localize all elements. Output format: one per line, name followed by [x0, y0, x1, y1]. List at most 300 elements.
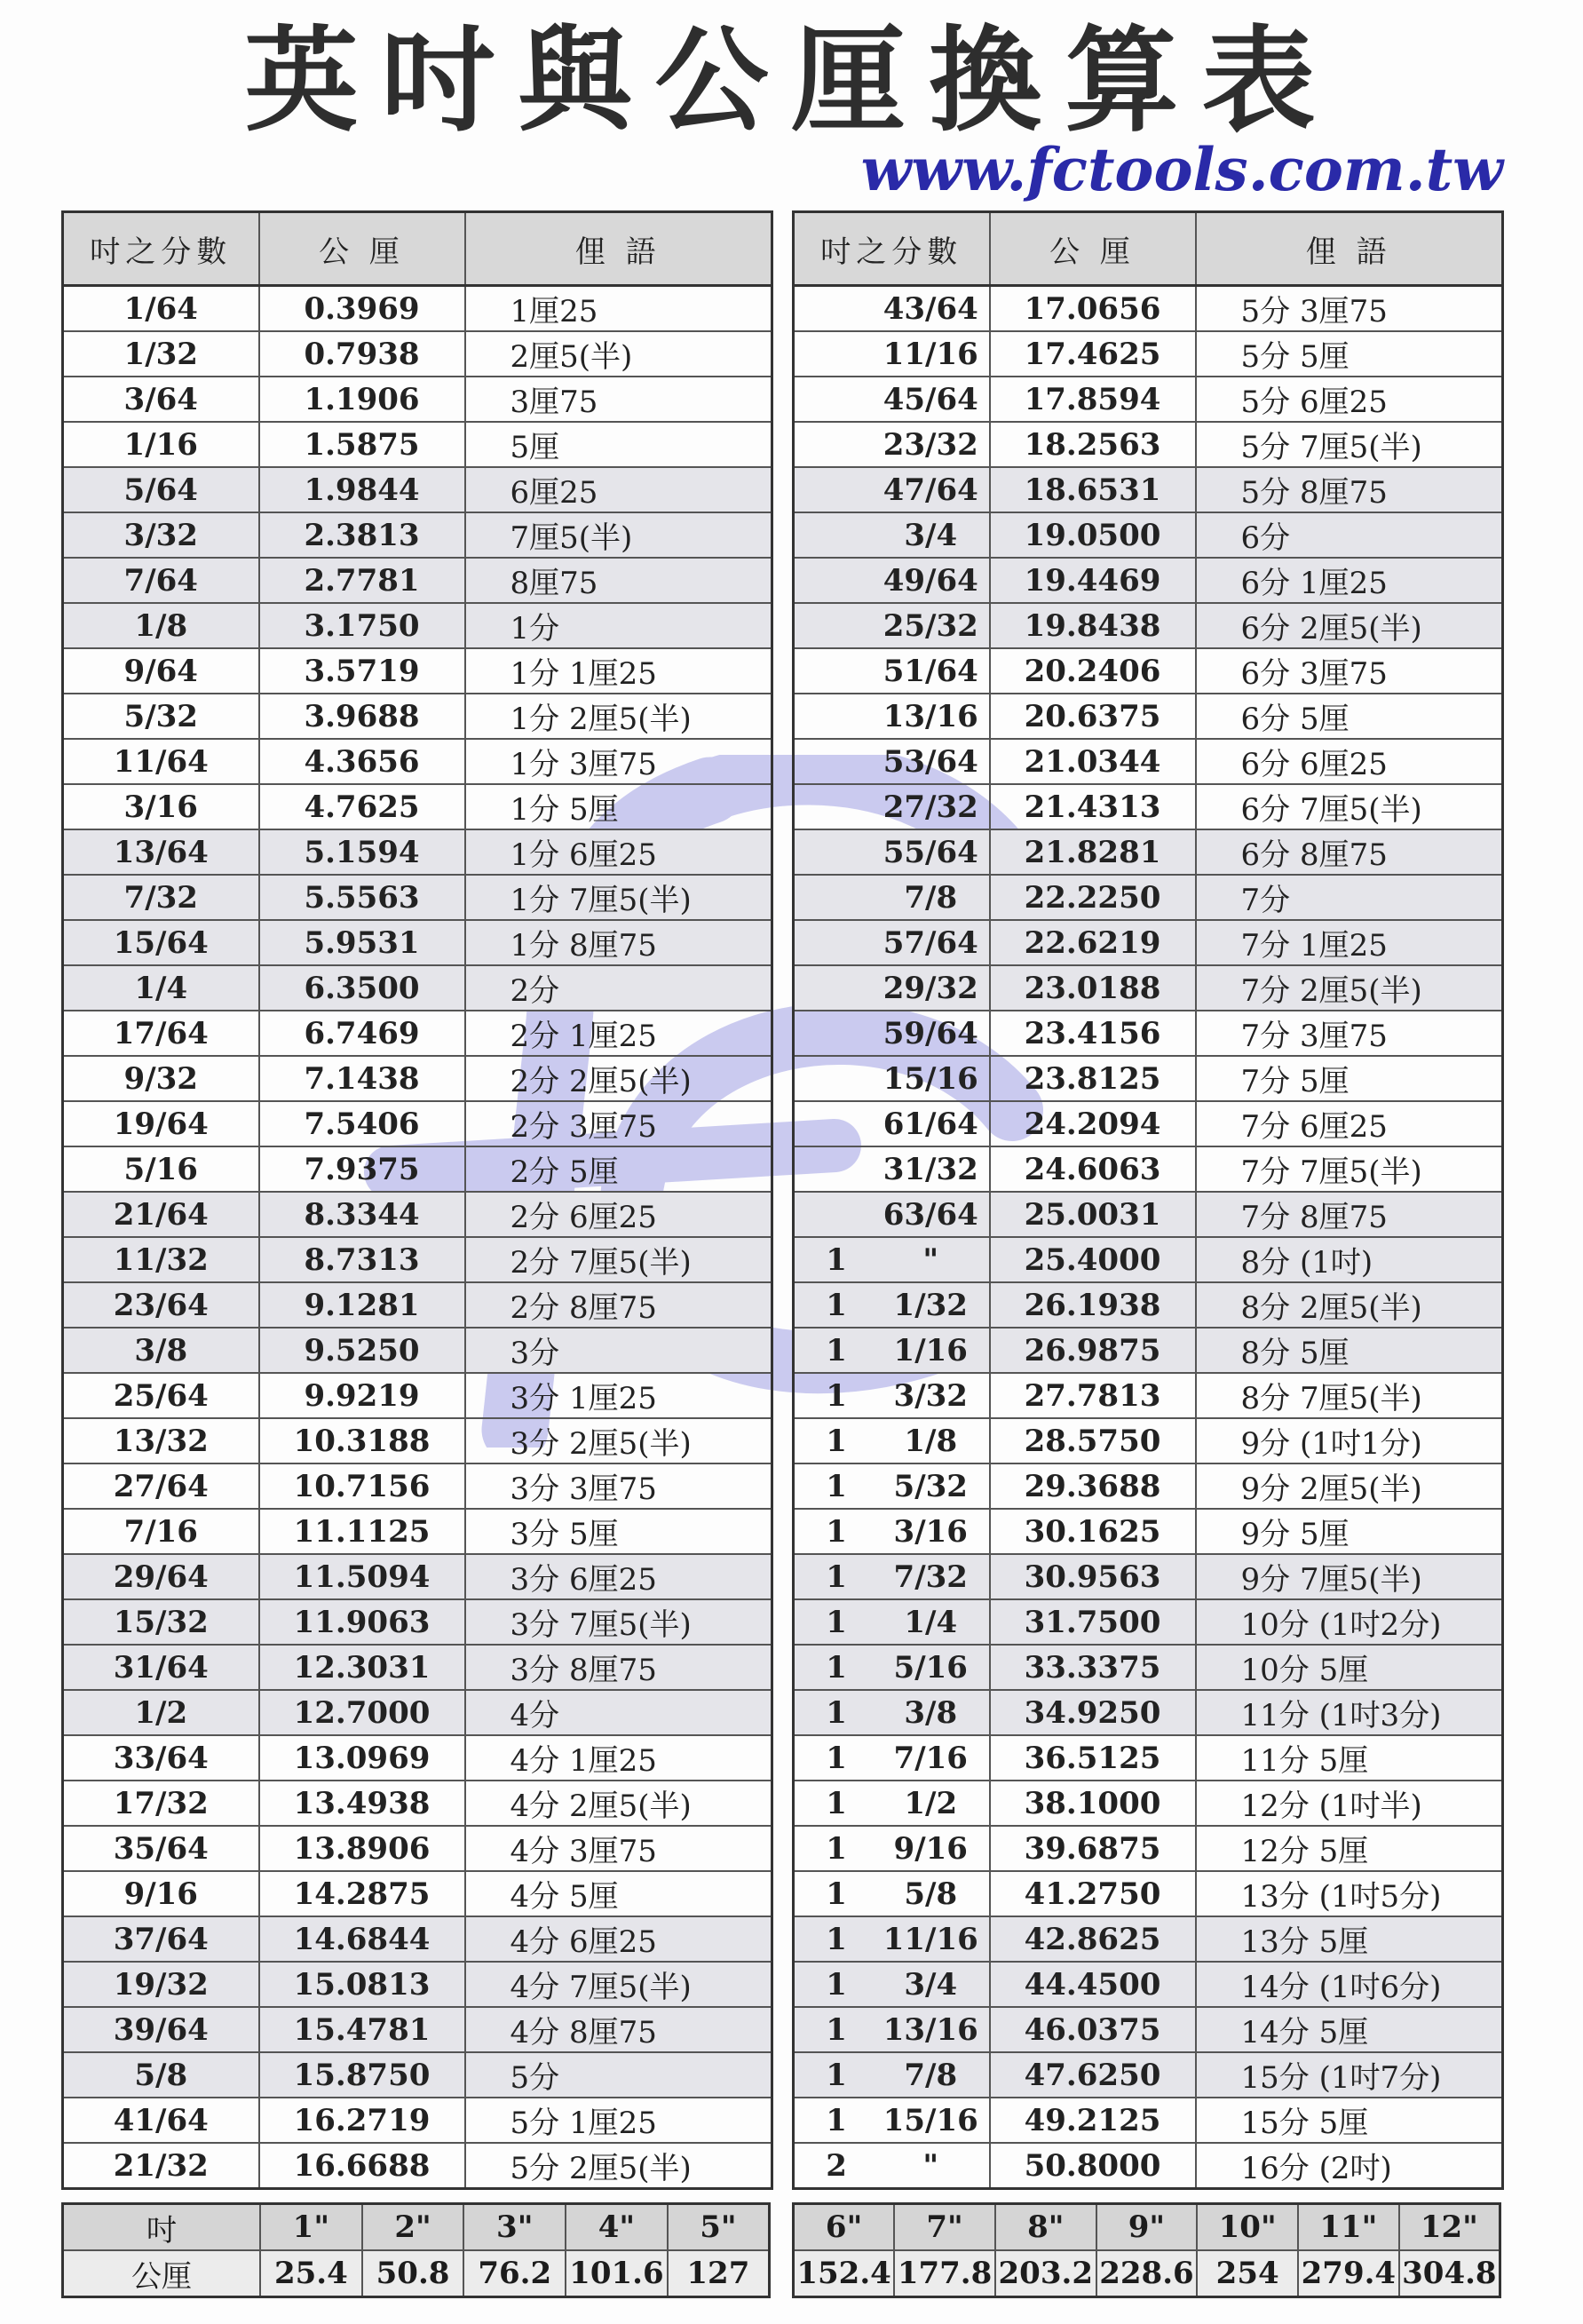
term-cell: 13分 5厘 [1196, 1916, 1503, 1962]
inch-cell: 12" [1399, 2204, 1500, 2251]
fraction-cell [794, 1916, 990, 1962]
inch-cell: 3" [463, 2204, 566, 2251]
table-row [63, 1237, 772, 1282]
fraction-cell: 9/16 [63, 1871, 259, 1916]
mm-cell: 15.0813 [259, 1962, 465, 2007]
fraction-cell: 13/32 [63, 1418, 259, 1463]
table-row [794, 1735, 1503, 1781]
fraction-cell: 39/64 [63, 2007, 259, 2052]
term-cell: 4分 [465, 1690, 772, 1735]
term-cell: 5分 5厘 [1196, 331, 1503, 377]
table-row [794, 467, 1503, 512]
fraction-cell: 5/16 [63, 1146, 259, 1192]
fraction-cell: 31/64 [63, 1645, 259, 1690]
inch-mm-cell: 304.8 [1399, 2250, 1500, 2297]
term-cell: 4分 5厘 [465, 1871, 772, 1916]
fraction-cell [794, 965, 990, 1011]
fraction-cell [794, 1735, 990, 1781]
term-cell: 1分 6厘25 [465, 829, 772, 875]
term-cell: 5分 3厘75 [1196, 286, 1503, 332]
inch-mm-table-left [61, 2202, 771, 2298]
mm-cell: 1.9844 [259, 467, 465, 512]
term-cell: 7分 8厘75 [1196, 1192, 1503, 1237]
term-cell: 4分 7厘5(半) [465, 1962, 772, 2007]
fraction-cell: 9/32 [63, 1056, 259, 1101]
inch-cell: 6" [794, 2204, 895, 2251]
fraction-cell [794, 1826, 990, 1871]
table-row [794, 1056, 1503, 1101]
mm-cell: 16.2719 [259, 2098, 465, 2143]
mm-cell: 7.1438 [259, 1056, 465, 1101]
term-cell: 2分 5厘 [465, 1146, 772, 1192]
inch-cell: 4" [566, 2204, 668, 2251]
fraction-cell: 41/64 [63, 2098, 259, 2143]
term-cell: 12分 (1吋半) [1196, 1781, 1503, 1826]
table-row [63, 422, 772, 467]
fraction-part: 29/32 [883, 970, 978, 1006]
mm-cell: 21.4313 [990, 784, 1196, 829]
inch-cell: 8" [995, 2204, 1096, 2251]
inch-mm-cell: 279.4 [1298, 2250, 1399, 2297]
table-row [63, 1645, 772, 1690]
term-cell: 2分 3厘75 [465, 1101, 772, 1146]
table-row [794, 1011, 1503, 1056]
mm-cell: 10.7156 [259, 1463, 465, 1509]
term-cell: 4分 3厘75 [465, 1826, 772, 1871]
term-cell: 7分 5厘 [1196, 1056, 1503, 1101]
mm-cell: 49.2125 [990, 2098, 1196, 2143]
mm-cell: 8.3344 [259, 1192, 465, 1237]
table-row [794, 1509, 1503, 1554]
fraction-cell: 35/64 [63, 1826, 259, 1871]
fraction-cell: 7/32 [63, 875, 259, 920]
mm-cell: 33.3375 [990, 1645, 1196, 1690]
whole-inch: 1 [826, 2057, 847, 2093]
term-cell: 1厘25 [465, 286, 772, 332]
fraction-part: 13/16 [883, 2011, 978, 2048]
mm-cell: 0.7938 [259, 331, 465, 377]
table-row [794, 512, 1503, 558]
fraction-cell [794, 920, 990, 965]
mm-cell: 34.9250 [990, 1690, 1196, 1735]
page-title: 英吋與公厘換算表 [244, 15, 1339, 147]
mm-cell: 11.1125 [259, 1509, 465, 1554]
fraction-cell: 37/64 [63, 1916, 259, 1962]
mm-cell: 7.9375 [259, 1146, 465, 1192]
table-row [63, 558, 772, 603]
mm-cell: 15.4781 [259, 2007, 465, 2052]
term-cell: 8厘75 [465, 558, 772, 603]
table-row [63, 1781, 772, 1826]
mm-cell: 19.0500 [990, 512, 1196, 558]
term-cell: 6厘25 [465, 467, 772, 512]
table-row [63, 512, 772, 558]
mm-cell: 26.1938 [990, 1282, 1196, 1328]
table-row [63, 286, 772, 332]
mm-cell: 12.3031 [259, 1645, 465, 1690]
term-cell: 1分 [465, 603, 772, 648]
table-row [794, 1237, 1503, 1282]
table-header-row [63, 212, 772, 286]
fraction-part: 47/64 [883, 472, 978, 508]
mm-cell: 14.6844 [259, 1916, 465, 1962]
mm-cell: 28.5750 [990, 1418, 1196, 1463]
inch-cell: 2" [362, 2204, 464, 2251]
inch-cell: 5" [668, 2204, 770, 2251]
term-cell: 2分 2厘5(半) [465, 1056, 772, 1101]
term-cell: 10分 5厘 [1196, 1645, 1503, 1690]
whole-inch: 1 [826, 1423, 847, 1459]
term-cell: 9分 2厘5(半) [1196, 1463, 1503, 1509]
fraction-cell [794, 739, 990, 784]
term-cell: 7分 6厘25 [1196, 1101, 1503, 1146]
fraction-cell: 17/64 [63, 1011, 259, 1056]
term-cell: 5分 6厘25 [1196, 377, 1503, 422]
inch-mm-table-right [792, 2202, 1501, 2298]
mm-cell: 13.4938 [259, 1781, 465, 1826]
fraction-cell [794, 1328, 990, 1373]
mm-cell: 12.7000 [259, 1690, 465, 1735]
mm-cell: 2.3813 [259, 512, 465, 558]
inch-mm-cell: 76.2 [463, 2250, 566, 2297]
fraction-part: 63/64 [883, 1196, 978, 1233]
fraction-cell: 21/64 [63, 1192, 259, 1237]
term-cell: 2分 1厘25 [465, 1011, 772, 1056]
table-row [794, 1554, 1503, 1599]
fraction-part: 1/8 [904, 1423, 958, 1459]
whole-inch: 1 [826, 1694, 847, 1731]
mm-cell: 14.2875 [259, 1871, 465, 1916]
term-cell: 7分 2厘5(半) [1196, 965, 1503, 1011]
term-cell: 3分 6厘25 [465, 1554, 772, 1599]
table-row [794, 1373, 1503, 1418]
term-cell: 5厘 [465, 422, 772, 467]
fraction-part: 53/64 [883, 743, 978, 780]
fraction-cell [794, 1554, 990, 1599]
table-row [794, 1328, 1503, 1373]
fraction-cell: 17/32 [63, 1781, 259, 1826]
fraction-cell: 3/32 [63, 512, 259, 558]
table-row [63, 1146, 772, 1192]
whole-inch: 1 [826, 1649, 847, 1685]
term-cell: 2分 [465, 965, 772, 1011]
whole-inch: 1 [826, 1241, 847, 1278]
fraction-cell: 1/4 [63, 965, 259, 1011]
fraction-part: 1/32 [893, 1287, 968, 1323]
term-cell: 8分 (1吋) [1196, 1237, 1503, 1282]
fraction-cell: 1/2 [63, 1690, 259, 1735]
inch-cell: 10" [1197, 2204, 1298, 2251]
mm-cell: 6.7469 [259, 1011, 465, 1056]
term-cell: 3分 3厘75 [465, 1463, 772, 1509]
fraction-part: 5/8 [904, 1876, 958, 1912]
mm-cell: 29.3688 [990, 1463, 1196, 1509]
fraction-cell [794, 648, 990, 694]
table-row [794, 1690, 1503, 1735]
mm-cell: 30.1625 [990, 1509, 1196, 1554]
term-cell: 3厘75 [465, 377, 772, 422]
mm-cell: 23.0188 [990, 965, 1196, 1011]
inch-cell: 9" [1096, 2204, 1198, 2251]
mm-cell: 2.7781 [259, 558, 465, 603]
table-row [794, 1463, 1503, 1509]
table-row [63, 965, 772, 1011]
mm-cell: 17.4625 [990, 331, 1196, 377]
table-row [63, 648, 772, 694]
term-cell: 7分 [1196, 875, 1503, 920]
whole-inch: 1 [826, 1876, 847, 1912]
fraction-part: 25/32 [883, 607, 978, 644]
fraction-cell: 1/8 [63, 603, 259, 648]
mm-cell: 41.2750 [990, 1871, 1196, 1916]
mm-cell: 23.8125 [990, 1056, 1196, 1101]
whole-inch: 1 [826, 1604, 847, 1640]
table-row [63, 694, 772, 739]
fraction-cell [794, 1011, 990, 1056]
term-cell: 4分 2厘5(半) [465, 1781, 772, 1826]
term-cell: 4分 6厘25 [465, 1916, 772, 1962]
fraction-cell: 19/32 [63, 1962, 259, 2007]
term-cell: 3分 8厘75 [465, 1645, 772, 1690]
table-row [63, 2007, 772, 2052]
fraction-part: 9/16 [893, 1830, 968, 1867]
fraction-part: 1/16 [893, 1332, 968, 1368]
table-row [794, 1826, 1503, 1871]
fraction-part: 5/16 [893, 1649, 968, 1685]
mm-cell: 36.5125 [990, 1735, 1196, 1781]
table-row [794, 377, 1503, 422]
fraction-part: 43/64 [883, 290, 978, 327]
term-cell: 11分 (1吋3分) [1196, 1690, 1503, 1735]
fraction-cell [794, 1101, 990, 1146]
mm-cell: 5.1594 [259, 829, 465, 875]
table-row [794, 1645, 1503, 1690]
mm-cell: 22.6219 [990, 920, 1196, 965]
term-cell: 7分 7厘5(半) [1196, 1146, 1503, 1192]
inch-cell: 11" [1298, 2204, 1399, 2251]
table-row [794, 2007, 1503, 2052]
fraction-part: 11/16 [883, 336, 978, 372]
fraction-cell: 1/32 [63, 331, 259, 377]
fraction-cell: 33/64 [63, 1735, 259, 1781]
fraction-cell: 1/16 [63, 422, 259, 467]
mm-cell: 1.1906 [259, 377, 465, 422]
table-row [63, 467, 772, 512]
table-row [63, 1599, 772, 1645]
term-cell: 3分 1厘25 [465, 1373, 772, 1418]
mm-cell: 23.4156 [990, 1011, 1196, 1056]
inch-row [63, 2204, 770, 2251]
table-row [794, 1599, 1503, 1645]
fraction-part: 11/16 [883, 1921, 978, 1957]
term-cell: 3分 7厘5(半) [465, 1599, 772, 1645]
inch-mm-cell: 25.4 [260, 2250, 362, 2297]
header-mm: 公 厘 [990, 212, 1196, 286]
term-cell: 8分 5厘 [1196, 1328, 1503, 1373]
inch-row [794, 2204, 1500, 2251]
mm-cell: 44.4500 [990, 1962, 1196, 2007]
term-cell: 9分 5厘 [1196, 1509, 1503, 1554]
fraction-part: 3/16 [893, 1513, 968, 1550]
fraction-cell: 5/32 [63, 694, 259, 739]
mm-cell: 22.2250 [990, 875, 1196, 920]
inch-label: 吋 [63, 2204, 261, 2251]
mm-cell: 4.7625 [259, 784, 465, 829]
table-row [794, 286, 1503, 332]
header-term: 俚 語 [465, 212, 772, 286]
fraction-cell [794, 875, 990, 920]
term-cell: 9分 7厘5(半) [1196, 1554, 1503, 1599]
inch-mm-cell: 50.8 [362, 2250, 464, 2297]
term-cell: 13分 (1吋5分) [1196, 1871, 1503, 1916]
table-row [794, 1418, 1503, 1463]
inch-mm-cell: 203.2 [995, 2250, 1096, 2297]
table-row [63, 331, 772, 377]
table-row [794, 558, 1503, 603]
whole-inch: 1 [826, 1740, 847, 1776]
fraction-cell [794, 2098, 990, 2143]
table-row [63, 1192, 772, 1237]
table-row [794, 829, 1503, 875]
term-cell: 12分 5厘 [1196, 1826, 1503, 1871]
whole-inch: 1 [826, 1559, 847, 1595]
mm-cell: 19.8438 [990, 603, 1196, 648]
term-cell: 2分 7厘5(半) [465, 1237, 772, 1282]
fraction-cell: 1/64 [63, 286, 259, 332]
term-cell: 2分 6厘25 [465, 1192, 772, 1237]
fraction-cell: 13/64 [63, 829, 259, 875]
term-cell: 8分 2厘5(半) [1196, 1282, 1503, 1328]
term-cell: 5分 [465, 2052, 772, 2098]
table-row [794, 603, 1503, 648]
fraction-cell [794, 1282, 990, 1328]
fraction-part: 5/32 [893, 1468, 968, 1504]
term-cell: 15分 5厘 [1196, 2098, 1503, 2143]
fraction-part: 23/32 [883, 426, 978, 463]
term-cell: 6分 1厘25 [1196, 558, 1503, 603]
table-row [794, 1916, 1503, 1962]
term-cell: 4分 1厘25 [465, 1735, 772, 1781]
term-cell: 3分 2厘5(半) [465, 1418, 772, 1463]
mm-cell: 38.1000 [990, 1781, 1196, 1826]
fraction-part: 1/4 [904, 1604, 958, 1640]
fraction-part: 3/4 [904, 517, 958, 553]
fraction-cell: 29/64 [63, 1554, 259, 1599]
whole-inch: 1 [826, 1468, 847, 1504]
fraction-cell: 7/16 [63, 1509, 259, 1554]
whole-inch: 1 [826, 1287, 847, 1323]
fraction-cell: 27/64 [63, 1463, 259, 1509]
mm-cell: 21.0344 [990, 739, 1196, 784]
website-url[interactable]: www.fctools.com.tw [860, 135, 1503, 204]
mm-cell: 3.1750 [259, 603, 465, 648]
fraction-part: 13/16 [883, 698, 978, 734]
term-cell: 5分 1厘25 [465, 2098, 772, 2143]
fraction-cell [794, 1373, 990, 1418]
table-row [63, 1101, 772, 1146]
table-row [794, 2143, 1503, 2189]
term-cell: 1分 7厘5(半) [465, 875, 772, 920]
whole-inch: 1 [826, 2102, 847, 2138]
term-cell: 4分 8厘75 [465, 2007, 772, 2052]
term-cell: 1分 1厘25 [465, 648, 772, 694]
term-cell: 6分 2厘5(半) [1196, 603, 1503, 648]
whole-inch: 1 [826, 1332, 847, 1368]
fraction-cell [794, 1418, 990, 1463]
fraction-cell [794, 331, 990, 377]
fraction-cell [794, 1237, 990, 1282]
fraction-cell [794, 2052, 990, 2098]
fraction-cell [794, 1463, 990, 1509]
table-row [63, 1373, 772, 1418]
mm-cell: 39.6875 [990, 1826, 1196, 1871]
table-row [63, 1509, 772, 1554]
fraction-part: 1/2 [904, 1785, 958, 1821]
table-row [63, 1418, 772, 1463]
fraction-cell: 11/32 [63, 1237, 259, 1282]
conversion-table-right [792, 210, 1504, 2190]
fraction-part: 31/32 [883, 1151, 978, 1187]
table-row [63, 784, 772, 829]
whole-inch: 1 [826, 1377, 847, 1414]
mm-label: 公厘 [63, 2250, 261, 2297]
inch-mm-cell: 152.4 [794, 2250, 895, 2297]
fraction-cell [794, 377, 990, 422]
table-row [63, 2143, 772, 2189]
mm-cell: 11.5094 [259, 1554, 465, 1599]
table-row [794, 1282, 1503, 1328]
fraction-part: 27/32 [883, 789, 978, 825]
table-row [794, 694, 1503, 739]
term-cell: 16分 (2吋) [1196, 2143, 1503, 2189]
mm-cell: 24.6063 [990, 1146, 1196, 1192]
table-row [63, 2052, 772, 2098]
fraction-cell [794, 694, 990, 739]
fraction-part: 57/64 [883, 924, 978, 961]
fraction-cell: 3/64 [63, 377, 259, 422]
fraction-cell [794, 512, 990, 558]
term-cell: 1分 5厘 [465, 784, 772, 829]
mm-cell: 47.6250 [990, 2052, 1196, 2098]
table-row [63, 2098, 772, 2143]
fraction-cell [794, 1192, 990, 1237]
term-cell: 7厘5(半) [465, 512, 772, 558]
fraction-cell [794, 1056, 990, 1101]
mm-cell: 24.2094 [990, 1101, 1196, 1146]
table-row [63, 1916, 772, 1962]
mm-cell: 8.7313 [259, 1237, 465, 1282]
mm-cell: 1.5875 [259, 422, 465, 467]
fraction-cell: 5/8 [63, 2052, 259, 2098]
whole-inch: 1 [826, 1513, 847, 1550]
mm-cell: 13.0969 [259, 1735, 465, 1781]
inch-cell: 7" [894, 2204, 995, 2251]
term-cell: 7分 1厘25 [1196, 920, 1503, 965]
fraction-cell [794, 603, 990, 648]
fraction-cell [794, 1871, 990, 1916]
term-cell: 14分 (1吋6分) [1196, 1962, 1503, 2007]
mm-cell: 20.6375 [990, 694, 1196, 739]
term-cell: 3分 5厘 [465, 1509, 772, 1554]
fraction-part: 55/64 [883, 834, 978, 870]
mm-cell: 18.6531 [990, 467, 1196, 512]
table-row [794, 1781, 1503, 1826]
table-row [794, 2098, 1503, 2143]
fraction-cell [794, 784, 990, 829]
fraction-part: " [922, 1241, 939, 1278]
mm-cell: 25.4000 [990, 1237, 1196, 1282]
table-row [63, 1690, 772, 1735]
